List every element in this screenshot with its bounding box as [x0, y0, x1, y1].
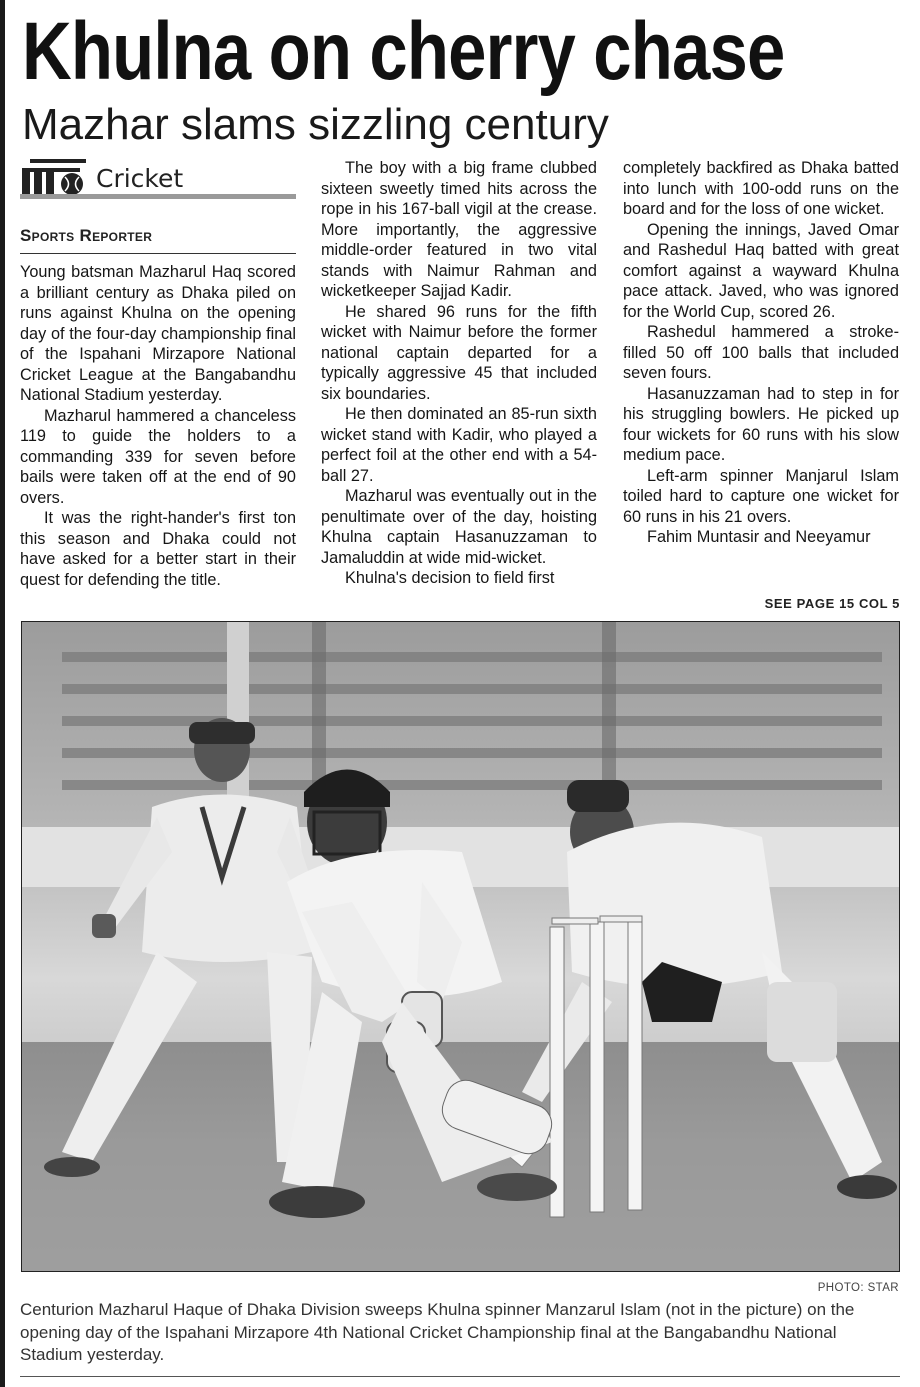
article-paragraph: It was the right-hander's first ton this season and Dhaka could not have asked for a better start in their quest for defending the title. — [20, 509, 296, 589]
byline: Sports Reporter — [20, 226, 153, 245]
photo-caption: Centurion Mazharul Haque of Dhaka Division sweeps Khulna spinner Manzarul Islam (not in the picture) on the opening day of the Ispahani Mirzapore 4th National Cricket Championship final at the Bangabandhu National Stadium yesterday. — [20, 1300, 855, 1364]
news-photo — [21, 621, 900, 1272]
article-column-2 — [321, 158, 597, 589]
section-label: Cricket — [96, 164, 184, 193]
section-underline — [20, 194, 296, 199]
article-paragraph: Khulna's decision to field first — [345, 569, 555, 587]
headline: Khulna on cherry chase — [22, 6, 785, 97]
cricket-stumps-ball-icon — [20, 156, 92, 196]
section-tag — [20, 156, 296, 200]
subheadline: Mazhar slams sizzling century — [22, 100, 609, 149]
article-paragraph: Rashedul hammered a stroke-filled 50 off 100 balls that included seven fours. — [623, 323, 899, 382]
article-paragraph: The boy with a big frame clubbed sixteen sweetly timed hits across the rope in his 167-ball vigil at the crease. More importantly, the aggressive middle-order featured in two vital stands with Naimur Rahman and wicketkeeper Sajjad Kadir. — [321, 159, 597, 300]
article-paragraph: He then dominated an 85-run sixth wicket stand with Kadir, who played a perfect foil at the other end with a 54-ball 27. — [321, 405, 597, 485]
bottom-rule — [20, 1376, 900, 1377]
page-left-rule — [0, 0, 5, 1387]
article-paragraph: Fahim Muntasir and Neeyamur — [647, 528, 871, 546]
continued-on-line: SEE PAGE 15 COL 5 — [764, 596, 900, 611]
article-paragraph: Mazharul was eventually out in the penultimate over of the day, hoisting Khulna captain Hasanuzzaman to Jamaluddin at wide mid-wicket. — [321, 487, 597, 567]
article-paragraph: He shared 96 runs for the fifth wicket with Naimur before the former national captain departed for a typically aggressive 45 that included six boundaries. — [321, 302, 597, 403]
article-paragraph: Opening the innings, Javed Omar and Rashedul Haq batted with great comfort against a wayward Khulna pace attack. Javed, who was ignored for the World Cup, scored 26. — [623, 220, 899, 321]
byline-rule — [20, 253, 296, 254]
article-column-3 — [623, 158, 899, 548]
article-paragraph: Young batsman Mazharul Haq scored a brilliant century as Dhaka piled on runs against Khulna on the opening day of the four-day championship final of the Ispahani Mirzapore National Cricket League at the Bangabandhu National Stadium yesterday. — [20, 263, 296, 404]
article-paragraph: Hasanuzzaman had to step in for his struggling bowlers. He picked up four wickets for 60 runs with his slow medium pace. — [623, 384, 899, 464]
article-paragraph: Left-arm spinner Manjarul Islam toiled hard to capture one wicket for 60 runs in his 21 overs. — [623, 466, 899, 526]
cricket-batsman-sweep-photo — [22, 622, 899, 1271]
article-paragraph: Mazharul hammered a chanceless 119 to guide the holders to a commanding 339 for seven before bails were taken off at the end of 90 overs. — [20, 406, 296, 507]
photo-credit: PHOTO: STAR — [817, 1282, 899, 1294]
article-column-1 — [20, 262, 296, 590]
article-paragraph: completely backfired as Dhaka batted into lunch with 100-odd runs on the board and for the loss of one wicket. — [623, 159, 899, 218]
